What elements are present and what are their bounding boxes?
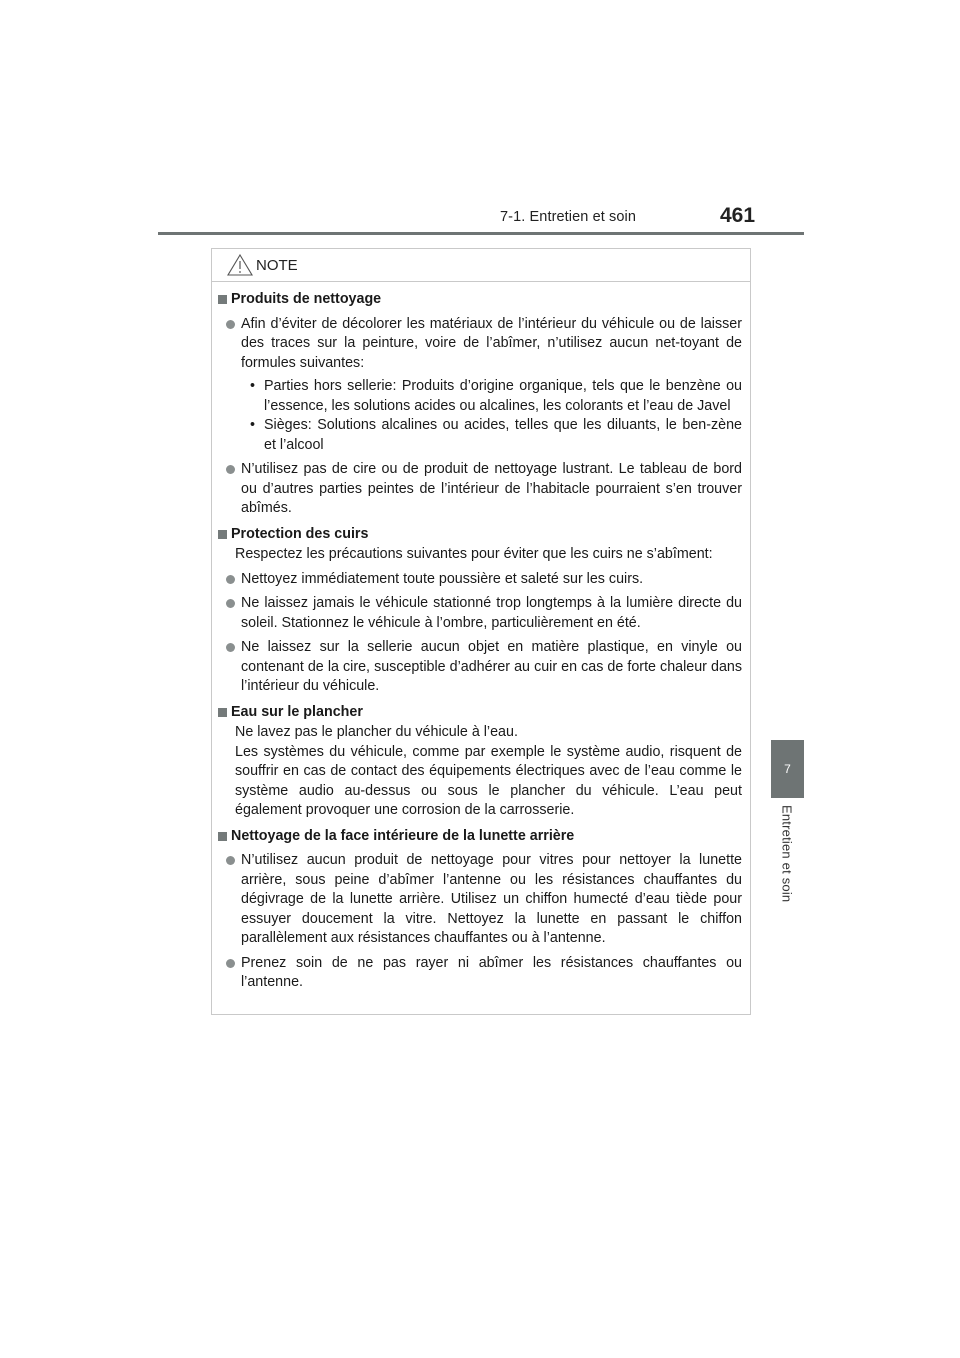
list-item: Afin d’éviter de décolorer les matériaux de l’intérieur du véhicule ou de laisser des traces sur la peinture, voire de l’abîmer, n’utilisez aucun net-toyant de formules suivantes: — [218, 315, 742, 374]
square-bullet-icon — [218, 708, 227, 717]
page-number: 461 — [720, 204, 756, 227]
circle-bullet-icon — [226, 320, 235, 329]
circle-bullet-icon — [226, 959, 235, 968]
circle-bullet-icon — [226, 465, 235, 474]
square-bullet-icon — [218, 832, 227, 841]
section-heading: Eau sur le plancher — [218, 703, 742, 723]
list-item: Ne laissez jamais le véhicule stationné trop longtemps à la lumière directe du soleil. Stationnez le véhicule à l’ombre, particulièrement en été. — [218, 594, 742, 633]
chapter-label: Entretien et soin — [779, 805, 795, 903]
header-section-title: 7-1. Entretien et soin — [500, 209, 636, 225]
circle-bullet-icon — [226, 575, 235, 584]
sub-list-item: • Sièges: Solutions alcalines ou acides, telles que les diluants, le ben-zène et l’alcool — [250, 417, 742, 453]
list-item: N’utilisez aucun produit de nettoyage pour vitres pour nettoyer la lunette arrière, sous peine d’abîmer l’antenne ou les résistances chauffantes du dégivrage de la lunette arrière. Utilisez un chiffon humecté d’eau tiède pour essuyer doucement la vitre. Nettoyez la lunette en passant le chiffon parallèlement aux résistances chauffantes ou à l’antenne. — [218, 851, 742, 949]
list-item: Ne laissez sur la sellerie aucun objet en matière plastique, en vinyle ou contenant de la cire, susceptible d’adhérer au cuir en cas de forte chaleur dans l’intérieur du véhicule. — [218, 638, 742, 697]
note-header — [212, 249, 750, 282]
circle-bullet-icon — [226, 856, 235, 865]
section-heading: Protection des cuirs — [218, 525, 742, 545]
note-title: NOTE — [256, 256, 298, 274]
warning-triangle-icon — [226, 253, 254, 277]
note-body — [212, 282, 750, 993]
section-heading: Produits de nettoyage — [218, 290, 742, 310]
header-rule — [158, 232, 804, 235]
section-heading: Nettoyage de la face intérieure de la lunette arrière — [218, 827, 742, 847]
list-item: Nettoyez immédiatement toute poussière et saleté sur les cuirs. — [218, 570, 742, 590]
paragraph: Respectez les précautions suivantes pour éviter que les cuirs ne s’abîment: — [235, 546, 713, 562]
sub-list-item: • Parties hors sellerie: Produits d’origine organique, tels que le benzène ou l’essence, les solutions acides ou alcalines, les colorants et l’eau de Javel — [250, 378, 742, 414]
chapter-number: 7 — [784, 762, 791, 776]
note-box — [211, 248, 751, 1015]
circle-bullet-icon — [226, 643, 235, 652]
list-item: N’utilisez pas de cire ou de produit de nettoyage lustrant. Le tableau de bord ou d’autres parties peintes de l’intérieur de l’habitacle pourraient s’en trouver abîmés. — [218, 460, 742, 519]
square-bullet-icon — [218, 295, 227, 304]
circle-bullet-icon — [226, 599, 235, 608]
list-item: Prenez soin de ne pas rayer ni abîmer les résistances chauffantes ou l’antenne. — [218, 954, 742, 993]
paragraph: Ne lavez pas le plancher du véhicule à l’eau. — [235, 724, 518, 740]
chapter-tab — [771, 740, 804, 798]
paragraph: Les systèmes du véhicule, comme par exemple le système audio, risquent de souffrir en cas de contact des équipements électriques avec de l’eau comme le système audio au-dessus ou sous le plancher du véhicule. L’eau peut également provoquer une corrosion de la carrosserie. — [235, 743, 742, 818]
square-bullet-icon — [218, 530, 227, 539]
